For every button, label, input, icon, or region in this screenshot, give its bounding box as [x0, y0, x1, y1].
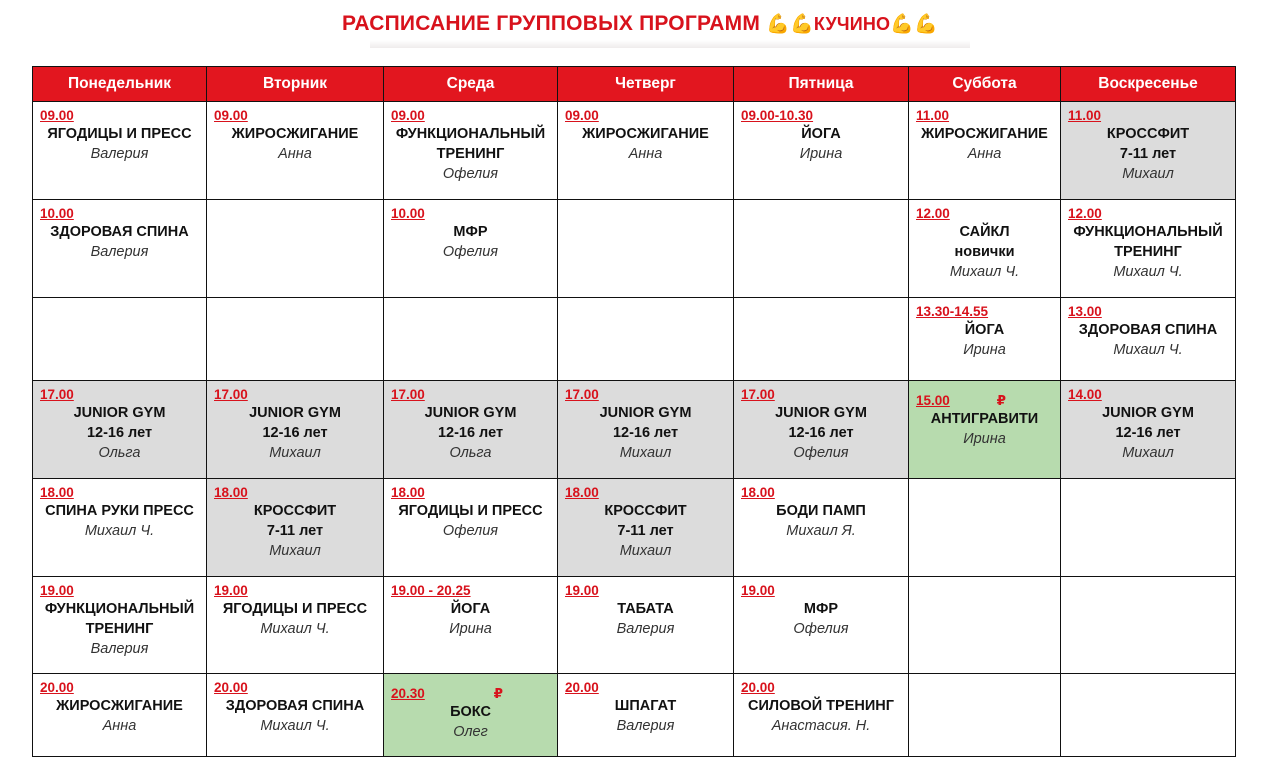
- class-name: МФР: [453, 224, 488, 240]
- class-entry: [384, 102, 557, 184]
- flexed-biceps-icon: 💪💪: [890, 14, 938, 35]
- class-time-text: 15.00: [916, 393, 950, 408]
- class-time-text: 11.00: [916, 108, 950, 123]
- class-cell: [33, 102, 207, 200]
- empty-cell: [207, 200, 384, 298]
- class-coach: Валерия: [90, 641, 149, 657]
- class-time-text: 17.00: [741, 387, 775, 402]
- class-entry: [734, 102, 908, 164]
- class-time: [913, 303, 1056, 320]
- class-time: [388, 484, 553, 501]
- class-coach: Михаил: [1122, 166, 1174, 182]
- class-cell: [384, 577, 558, 674]
- class-time: [211, 679, 379, 696]
- class-cell: [558, 479, 734, 577]
- class-name: АНТИГРАВИТИ: [930, 411, 1039, 427]
- class-cell: [1061, 381, 1236, 479]
- class-cell: [734, 674, 909, 757]
- class-name: ЙОГА: [450, 601, 491, 617]
- class-name: ЖИРОСЖИГАНИЕ: [921, 126, 1048, 142]
- class-entry: [1061, 200, 1235, 282]
- class-entry: [384, 381, 557, 463]
- class-time: [37, 679, 202, 696]
- empty-cell: [734, 200, 909, 298]
- class-cell: [1061, 298, 1236, 381]
- class-time: [37, 582, 202, 599]
- class-coach: Михаил Ч.: [84, 523, 155, 539]
- class-name: КРОССФИТ: [253, 503, 337, 519]
- class-cell: [207, 381, 384, 479]
- class-time: [1065, 205, 1231, 222]
- class-age-group: новички: [954, 244, 1015, 260]
- class-name: ЯГОДИЦЫ И ПРЕСС: [222, 601, 368, 617]
- class-entry: [734, 577, 908, 639]
- empty-cell: [33, 298, 207, 381]
- schedule-row: [33, 102, 1236, 200]
- class-name: ШПАГАТ: [614, 698, 677, 714]
- class-entry: [384, 479, 557, 541]
- class-coach: Ольга: [449, 445, 492, 461]
- class-age-group: 7-11 лет: [1119, 146, 1177, 162]
- class-cell: [558, 674, 734, 757]
- class-time-text: 10.00: [40, 206, 74, 221]
- class-cell: [1061, 102, 1236, 200]
- class-coach: Ольга: [98, 445, 141, 461]
- class-entry: [33, 200, 206, 262]
- class-time: [738, 484, 904, 501]
- class-coach: Михаил Ч.: [1113, 342, 1183, 358]
- class-time: [388, 685, 553, 702]
- class-time-text: 09.00: [565, 108, 599, 123]
- class-coach: Михаил Ч.: [260, 621, 330, 637]
- empty-cell: [909, 479, 1061, 577]
- class-name: ЖИРОСЖИГАНИЕ: [56, 698, 183, 714]
- class-name: JUNIOR GYM: [249, 405, 341, 421]
- class-coach: Анна: [628, 146, 663, 162]
- day-header: Суббота: [909, 67, 1061, 102]
- class-cell: [558, 577, 734, 674]
- class-time: [37, 386, 202, 403]
- class-coach: Олег: [453, 724, 488, 740]
- empty-cell: [1061, 479, 1236, 577]
- class-time-text: 09.00: [391, 108, 425, 123]
- day-header: Вторник: [207, 67, 384, 102]
- class-coach: Михаил Ч.: [260, 718, 330, 734]
- class-coach: Анна: [967, 146, 1002, 162]
- title-shadow: [370, 40, 970, 48]
- class-coach: Анна: [102, 718, 137, 734]
- class-time-text: 11.00: [1068, 108, 1102, 123]
- class-entry: [558, 674, 733, 736]
- class-time: [211, 107, 379, 124]
- empty-cell: [558, 298, 734, 381]
- class-name: JUNIOR GYM: [73, 405, 166, 421]
- title-location: КУЧИНО: [813, 14, 891, 34]
- class-time: [388, 386, 553, 403]
- class-entry: [33, 674, 206, 736]
- class-time-text: 20.30: [391, 686, 425, 701]
- class-entry: [558, 577, 733, 639]
- class-coach: Валерия: [616, 718, 675, 734]
- class-time: [562, 484, 729, 501]
- class-coach: Валерия: [90, 244, 149, 260]
- class-time: [738, 679, 904, 696]
- class-name: БОКС: [450, 704, 491, 720]
- empty-cell: [558, 200, 734, 298]
- class-age-group: 12-16 лет: [86, 425, 153, 441]
- class-name: JUNIOR GYM: [775, 405, 867, 421]
- class-entry: [909, 298, 1060, 360]
- class-time: [562, 107, 729, 124]
- schedule-table: [32, 66, 1236, 757]
- class-name: САЙКЛ: [959, 224, 1010, 240]
- class-time-text: 20.00: [565, 680, 599, 695]
- schedule-row: [33, 479, 1236, 577]
- title-main: РАСПИСАНИЕ ГРУППОВЫХ ПРОГРАММ: [342, 12, 761, 35]
- class-age-group: 12-16 лет: [437, 425, 504, 441]
- class-name: ЙОГА: [964, 322, 1005, 338]
- class-coach: Ирина: [449, 621, 492, 637]
- class-entry: [207, 102, 383, 164]
- class-coach: Михаил: [619, 445, 672, 461]
- class-coach: Офелия: [442, 166, 499, 182]
- class-entry: [909, 381, 1060, 449]
- class-cell: [558, 102, 734, 200]
- class-cell: [207, 674, 384, 757]
- class-name: JUNIOR GYM: [1102, 405, 1194, 421]
- class-entry: [734, 381, 908, 463]
- class-time: [562, 386, 729, 403]
- class-name: ФУНКЦИОНАЛЬНЫЙ ТРЕНИНГ: [44, 601, 195, 637]
- class-coach: Офелия: [793, 445, 849, 461]
- class-coach: Михаил: [619, 543, 672, 559]
- class-time: [211, 484, 379, 501]
- schedule-row: [33, 200, 1236, 298]
- class-time: [388, 205, 553, 222]
- class-entry: [33, 381, 206, 463]
- class-time-text: 13.30-14.55: [916, 304, 989, 319]
- class-cell: [33, 674, 207, 757]
- class-cell: [909, 200, 1061, 298]
- class-coach: Анна: [278, 146, 312, 162]
- class-time-text: 18.00: [214, 485, 248, 500]
- class-name: ЖИРОСЖИГАНИЕ: [231, 126, 359, 142]
- class-coach: Михаил Ч.: [949, 264, 1020, 280]
- class-entry: [558, 479, 733, 561]
- class-time-text: 09.00: [214, 108, 248, 123]
- class-time-text: 10.00: [391, 206, 425, 221]
- class-name: КРОССФИТ: [1106, 126, 1190, 142]
- class-time: [913, 107, 1056, 124]
- class-time-text: 14.00: [1068, 387, 1102, 402]
- class-entry: [33, 479, 206, 541]
- class-cell: [33, 381, 207, 479]
- class-coach: Офелия: [442, 523, 499, 539]
- class-name: КРОССФИТ: [604, 503, 687, 519]
- class-entry: [1061, 298, 1235, 360]
- day-header: Пятница: [734, 67, 909, 102]
- class-time: [211, 582, 379, 599]
- class-time: [388, 107, 553, 124]
- class-entry: [558, 381, 733, 463]
- class-name: ФУНКЦИОНАЛЬНЫЙ ТРЕНИНГ: [395, 126, 546, 162]
- day-header: Понедельник: [33, 67, 207, 102]
- class-entry: [909, 200, 1060, 282]
- class-age-group: 12-16 лет: [612, 425, 679, 441]
- class-name: СИЛОВОЙ ТРЕНИНГ: [748, 698, 894, 714]
- class-cell: [734, 102, 909, 200]
- class-time-text: 19.00: [565, 583, 599, 598]
- class-time-text: 20.00: [214, 680, 248, 695]
- class-time-text: 17.00: [391, 387, 425, 402]
- class-coach: Михаил: [269, 543, 321, 559]
- class-time: [562, 582, 729, 599]
- class-cell: [384, 381, 558, 479]
- class-age-group: 12-16 лет: [1115, 425, 1181, 441]
- schedule-row: [33, 298, 1236, 381]
- class-cell: [734, 381, 909, 479]
- class-time: [211, 386, 379, 403]
- class-entry: [33, 577, 206, 659]
- class-coach: Ирина: [963, 342, 1006, 358]
- class-entry: [734, 674, 908, 736]
- flexed-biceps-icon: 💪💪: [766, 14, 814, 35]
- class-name: СПИНА РУКИ ПРЕСС: [45, 503, 194, 519]
- class-cell: [734, 479, 909, 577]
- class-entry: [33, 102, 206, 164]
- class-time-text: 18.00: [565, 485, 599, 500]
- class-cell: [384, 200, 558, 298]
- class-name: JUNIOR GYM: [424, 405, 517, 421]
- class-time-text: 19.00 - 20.25: [391, 583, 471, 598]
- class-name: МФР: [803, 601, 839, 617]
- class-entry: [207, 479, 383, 561]
- class-entry: [558, 102, 733, 164]
- empty-cell: [1061, 577, 1236, 674]
- class-time-text: 12.00: [916, 206, 950, 221]
- class-time: [37, 205, 202, 222]
- class-cell: [207, 102, 384, 200]
- class-name: ЖИРОСЖИГАНИЕ: [582, 126, 709, 142]
- class-name: ЗДОРОВАЯ СПИНА: [225, 698, 365, 714]
- class-coach: Михаил: [1122, 445, 1174, 461]
- class-entry: [734, 479, 908, 541]
- class-coach: Михаил Я.: [786, 523, 856, 539]
- schedule-row: [33, 674, 1236, 757]
- class-time: [913, 392, 1056, 409]
- class-time: [738, 107, 904, 124]
- class-entry: [207, 381, 383, 463]
- class-entry: [384, 577, 557, 639]
- class-name: JUNIOR GYM: [599, 405, 692, 421]
- class-cell: [207, 479, 384, 577]
- class-cell: [33, 479, 207, 577]
- class-time-text: 12.00: [1068, 206, 1102, 221]
- class-coach: Валерия: [616, 621, 675, 637]
- page-header: [0, 12, 1280, 36]
- empty-cell: [384, 298, 558, 381]
- class-name: ТАБАТА: [617, 601, 674, 617]
- schedule-row: [33, 577, 1236, 674]
- class-cell: [33, 577, 207, 674]
- class-entry: [207, 577, 383, 639]
- class-cell: [384, 102, 558, 200]
- class-coach: Анастасия. Н.: [771, 718, 871, 734]
- schedule-body: [33, 102, 1236, 757]
- class-time-text: 09.00-10.30: [741, 108, 814, 123]
- class-time: [37, 484, 202, 501]
- class-age-group: 7-11 лет: [266, 523, 324, 539]
- class-time-text: 20.00: [741, 680, 775, 695]
- class-cell: [909, 102, 1061, 200]
- class-name: ЗДОРОВАЯ СПИНА: [50, 224, 189, 240]
- class-name: ФУНКЦИОНАЛЬНЫЙ ТРЕНИНГ: [1073, 224, 1223, 260]
- schedule-row: [33, 381, 1236, 479]
- class-coach: Офелия: [442, 244, 499, 260]
- class-time-text: 18.00: [741, 485, 775, 500]
- class-time: [37, 107, 202, 124]
- class-age-group: 12-16 лет: [788, 425, 854, 441]
- class-cell: [909, 298, 1061, 381]
- paid-ruble-icon: ₽: [996, 393, 1006, 408]
- class-time-text: 19.00: [214, 583, 248, 598]
- class-coach: Михаил: [269, 445, 321, 461]
- class-name: ЗДОРОВАЯ СПИНА: [1078, 322, 1218, 338]
- class-entry: [207, 674, 383, 736]
- class-age-group: 7-11 лет: [617, 523, 674, 539]
- class-name: ЯГОДИЦЫ И ПРЕСС: [47, 126, 192, 142]
- class-time: [738, 386, 904, 403]
- class-cell: [384, 674, 558, 757]
- class-entry: [384, 200, 557, 262]
- class-cell: [1061, 200, 1236, 298]
- class-entry: [1061, 102, 1235, 184]
- class-time: [1065, 107, 1231, 124]
- class-cell: [909, 381, 1061, 479]
- class-name: ЙОГА: [801, 126, 841, 142]
- empty-cell: [734, 298, 909, 381]
- class-time-text: 09.00: [40, 108, 74, 123]
- day-header: Четверг: [558, 67, 734, 102]
- class-time: [738, 582, 904, 599]
- class-entry: [1061, 381, 1235, 463]
- class-entry: [909, 102, 1060, 164]
- class-name: БОДИ ПАМП: [776, 503, 866, 519]
- class-coach: Ирина: [963, 431, 1006, 447]
- empty-cell: [207, 298, 384, 381]
- class-cell: [558, 381, 734, 479]
- class-coach: Валерия: [90, 146, 149, 162]
- class-time: [562, 679, 729, 696]
- class-time-text: 13.00: [1068, 304, 1102, 319]
- class-time-text: 17.00: [565, 387, 599, 402]
- class-time-text: 18.00: [391, 485, 425, 500]
- class-time: [388, 582, 553, 599]
- class-time-text: 17.00: [40, 387, 74, 402]
- page-title: [342, 12, 938, 36]
- class-name: ЯГОДИЦЫ И ПРЕСС: [398, 503, 543, 519]
- class-time-text: 19.00: [40, 583, 74, 598]
- class-time-text: 19.00: [741, 583, 775, 598]
- class-cell: [734, 577, 909, 674]
- class-coach: Офелия: [793, 621, 849, 637]
- day-header: Среда: [384, 67, 558, 102]
- class-cell: [207, 577, 384, 674]
- empty-cell: [1061, 674, 1236, 757]
- class-time-text: 18.00: [40, 485, 74, 500]
- class-cell: [33, 200, 207, 298]
- class-time-text: 17.00: [214, 387, 248, 402]
- class-time: [1065, 303, 1231, 320]
- class-cell: [384, 479, 558, 577]
- header-row: [33, 67, 1236, 102]
- class-entry: [384, 674, 557, 742]
- class-time: [1065, 386, 1231, 403]
- paid-ruble-icon: ₽: [493, 686, 503, 701]
- class-time: [913, 205, 1056, 222]
- class-time-text: 20.00: [40, 680, 74, 695]
- empty-cell: [909, 674, 1061, 757]
- class-coach: Ирина: [799, 146, 843, 162]
- empty-cell: [909, 577, 1061, 674]
- class-coach: Михаил Ч.: [1113, 264, 1183, 280]
- day-header: Воскресенье: [1061, 67, 1236, 102]
- class-age-group: 12-16 лет: [262, 425, 328, 441]
